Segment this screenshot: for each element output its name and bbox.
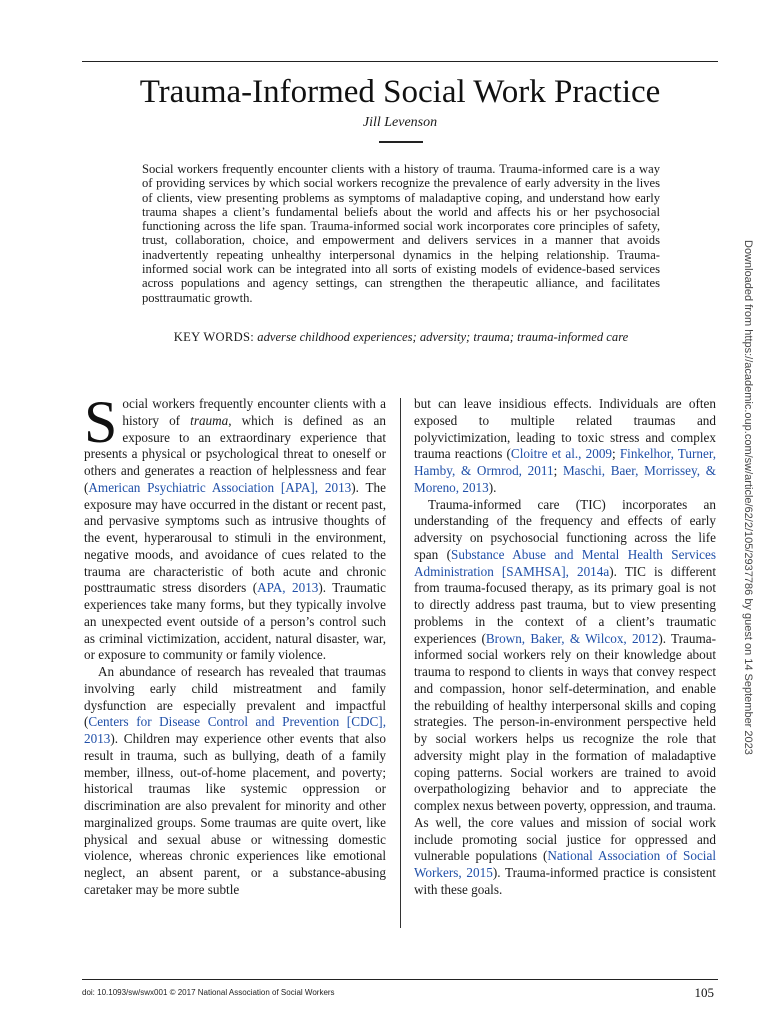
- body-paragraph: Trauma-informed care (TIC) incorporates an understanding of the frequency and effects of early adversity on psychosocial functioning across the life span (Substance Abuse and Mental Health Services Administration [SAMHSA], 2014a). TIC is different from trauma-focused therapy, as its primary goal is not to directly address past trauma, but to view presenting problems in the context of a client’s traumatic experiences (Brown, Baker, & Wilcox, 2012). Trauma-informed social workers rely on their knowledge about trauma to respond to clients in ways that convey respect and compassion, honor self-determination, and enable the rebuilding of healthy interpersonal skills and coping strategies. The person-in-environment perspective held by social workers helps us recognize the role that adversity might play in the formation of maladaptive coping patterns. Social workers are trained to avoid overpathologizing behavior and to appreciate the complex nexus between poverty, oppression, and trauma. As well, the core values and mission of social work include promoting social justice for oppressed and vulnerable populations (National Association of Social Workers, 2015). Trauma-informed practice is consistent with these goals.: [414, 496, 717, 897]
- body-paragraph: but can leave insidious effects. Individuals are often exposed to multiple related traumas and polyvictimization, leading to toxic stress and complex trauma reactions (Cloitre et al., 2009; Finkelhor, Turner, Hamby, & Ormrod, 2011; Maschi, Baer, Morrissey, & Moreno, 2013).: [414, 396, 716, 495]
- emphasis-term: trauma: [190, 412, 229, 428]
- body-paragraph: Social workers frequently encounter clients with a history of trauma, which is defined as an exposure to an extraordinary experience that presents a physical or psychological threat to oneself or others and generates a reaction of helplessness and fear (American Psychiatric Association [APA], 2013). The exposure may have occurred in the distant or recent past, and pervasive symptoms such as intrusive thoughts of the event, hyperarousal to stimuli in the environment, negative moods, and avoidance of cues related to the trauma are characteristic of both acute and chronic posttraumatic stress disorders (APA, 2013). Traumatic experiences take many forms, but they typically involve an unexpected event outside of a person’s control such as criminal victimization, accident, natural disaster, war, or exposure to community or family violence.: [84, 389, 387, 663]
- citation-link[interactable]: Cloitre et al., 2009: [510, 446, 613, 462]
- drop-cap: S: [84, 389, 118, 455]
- column-divider: [400, 398, 401, 928]
- citation-link[interactable]: APA, 2013: [257, 580, 319, 596]
- keywords-terms: adverse childhood experiences; adversity; trauma; trauma-informed care: [257, 330, 629, 344]
- keywords: [142, 329, 660, 345]
- page-number: 105: [694, 985, 714, 1000]
- author-divider: [379, 141, 423, 143]
- citation-link[interactable]: Brown, Baker, & Wilcox, 2012: [485, 630, 659, 646]
- citation-link[interactable]: National Association of Social Workers, 2015: [414, 848, 716, 880]
- footer-rule: [82, 979, 718, 980]
- citation-link[interactable]: American Psychiatric Association [APA], 2013: [88, 479, 352, 495]
- keywords-label: KEY WORDS:: [173, 330, 255, 344]
- doi-line: doi: 10.1093/sw/swx001 © 2017 National Association of Social Workers: [82, 988, 335, 997]
- body-paragraph: An abundance of research has revealed that traumas involving early child mistreatment and family dysfunction are especially prevalent and impactful (Centers for Disease Control and Prevention [CDC], 2013). Children may experience other events that also result in trauma, such as bullying, death of a family member, illness, out-of-home placement, and poverty; historical traumas like systemic oppression or discrimination are also prevalent for minority and other marginalized groups. Some traumas are quite overt, like physical and sexual abuse or witnessing domestic violence, whereas chronic experiences like emotional neglect, an absent parent, or a substance-abusing caretaker may be more subtle: [84, 664, 386, 897]
- body-column-left: [84, 389, 387, 899]
- body-column-right: [414, 396, 716, 899]
- article-title: Trauma-Informed Social Work Practice: [139, 74, 661, 110]
- citation-link[interactable]: Maschi, Baer, Morrissey, & Moreno, 2013: [414, 463, 716, 495]
- author-name: Jill Levenson: [362, 115, 438, 130]
- top-rule: [82, 61, 718, 62]
- citation-link[interactable]: Substance Abuse and Mental Health Services Administration [SAMHSA], 2014a: [414, 546, 716, 579]
- citation-link[interactable]: Finkelhor, Turner, Hamby, & Ormrod, 2011: [414, 446, 716, 478]
- abstract: Social workers frequently encounter clients with a history of trauma. Trauma-informed care is a way of providing services by which social workers recognize the prevalence of early adversity in the lives of clients, view presenting problems as symptoms of maladaptive coping, and understand how early trauma shapes a client’s fundamental beliefs about the world and affects his or her psychosocial functioning across the life span. Trauma-informed social work incorporates core principles of safety, trust, collaboration, choice, and empowerment and delivers services in a manner that avoids inadvertently repeating unhealthy interpersonal dynamics in the helping relationship. Trauma-informed social work can be integrated into all sorts of existing models of evidence-based services across populations and agency settings, can strengthen the therapeutic alliance, and facilitates posttraumatic growth.: [142, 162, 660, 305]
- citation-link[interactable]: Centers for Disease Control and Prevention [CDC], 2013: [84, 714, 386, 746]
- download-watermark: Downloaded from https://academic.oup.com/sw/article/62/2/105/2937786 by guest on 14 September 2023: [742, 240, 754, 755]
